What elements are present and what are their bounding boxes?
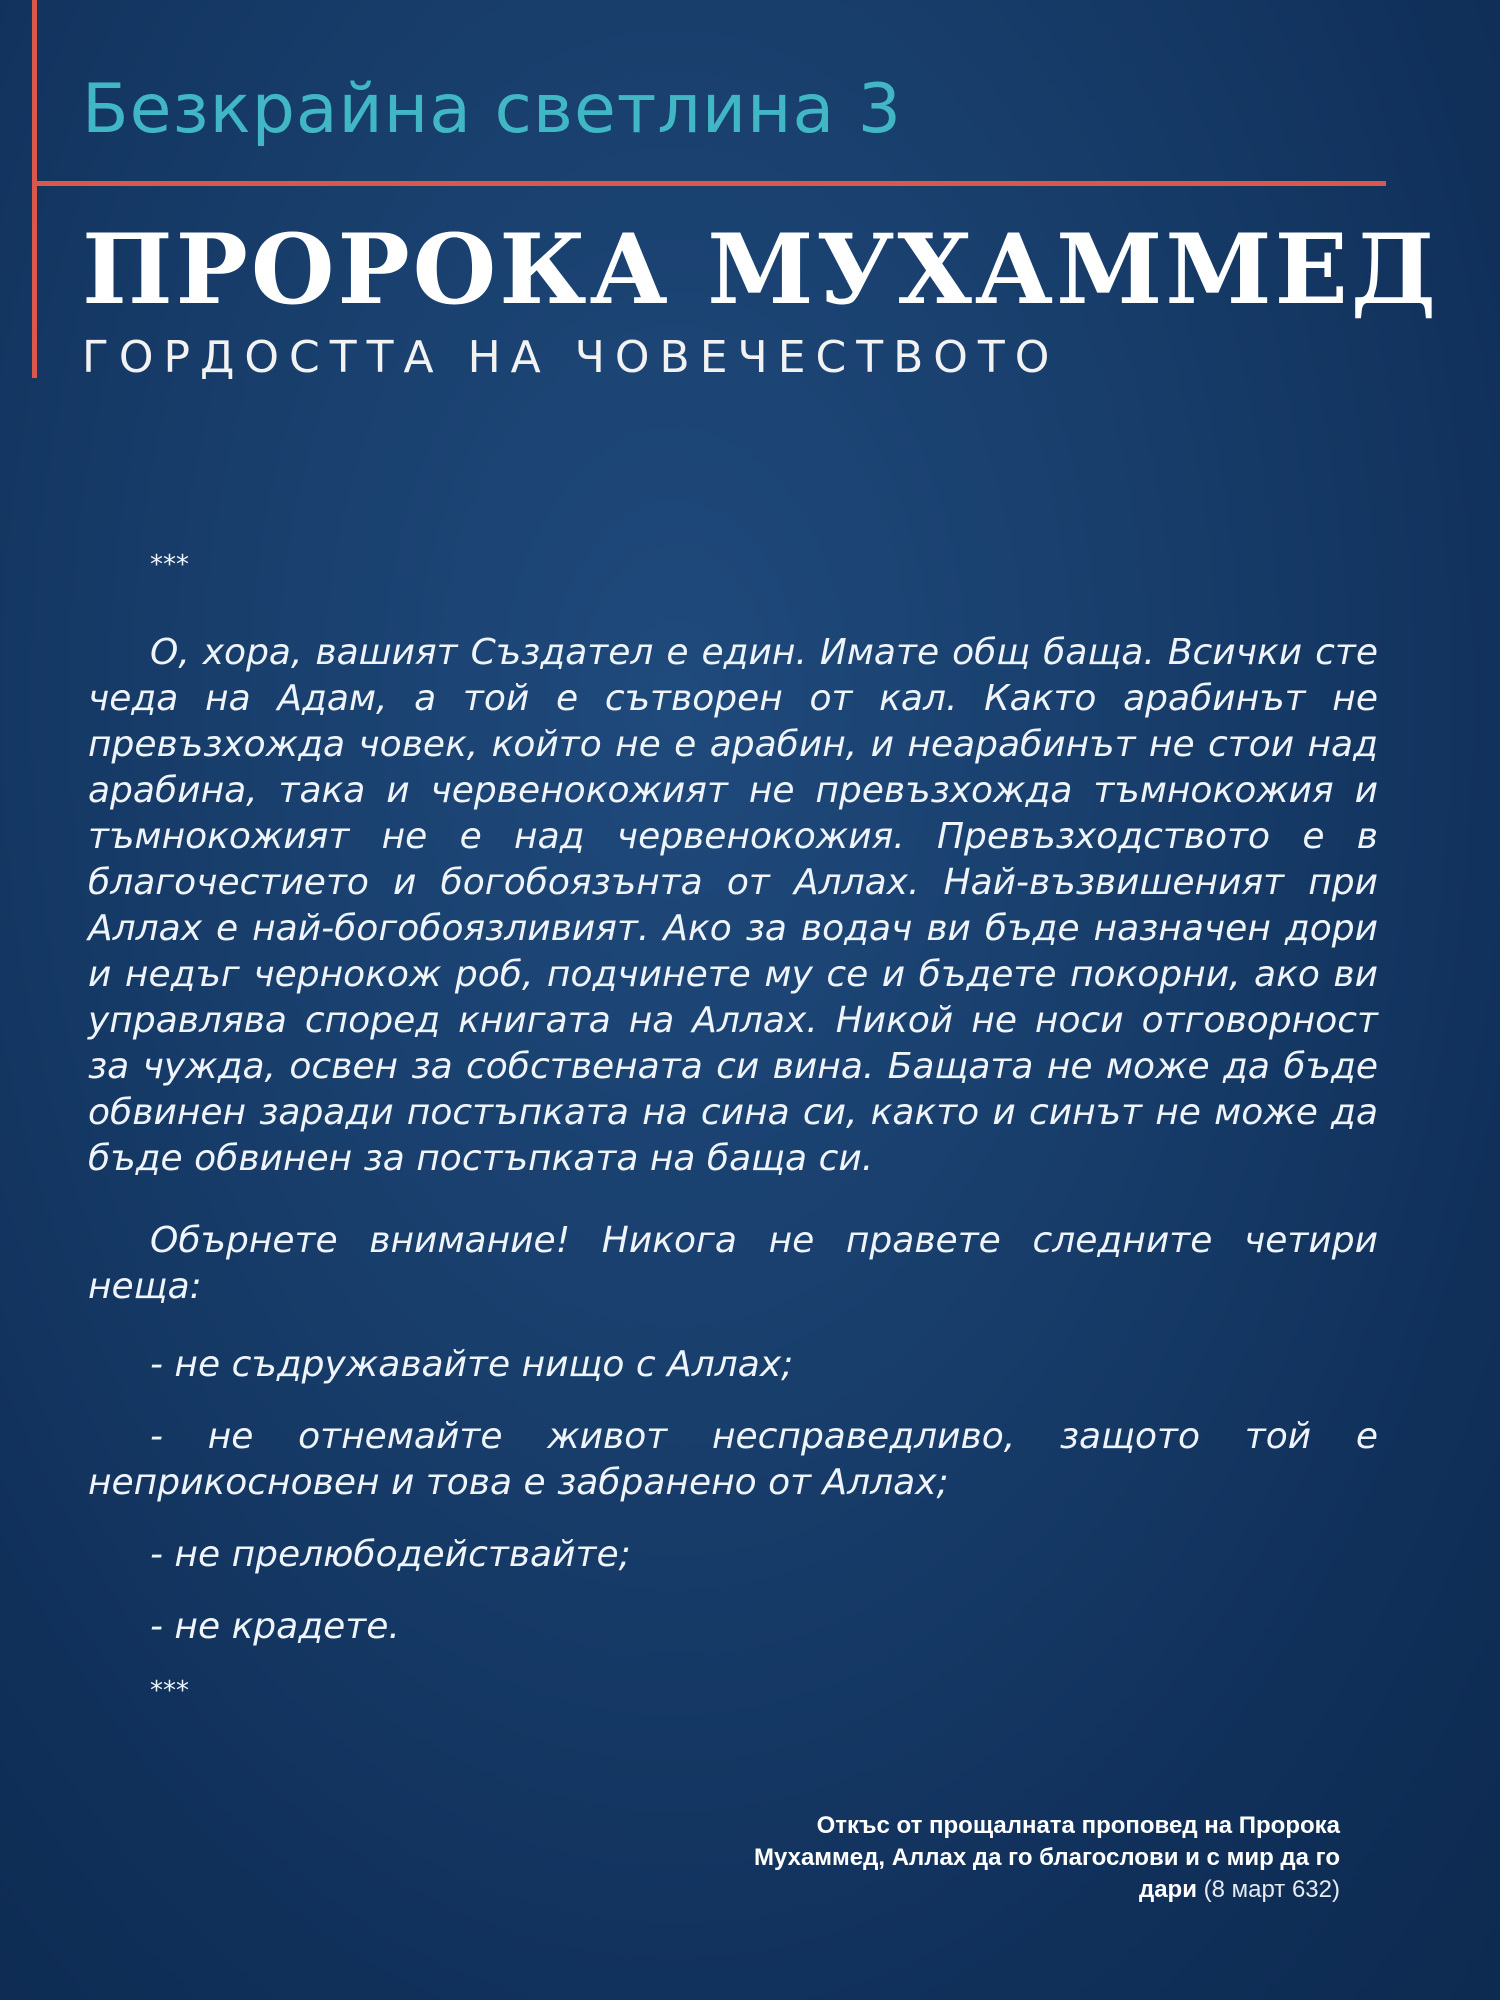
source-text: Откъс от прощалната проповед на Пророка Мухаммед, Аллах да го благослови и с мир да го дари	[753, 1812, 1340, 1903]
decorative-vertical-line	[32, 0, 37, 378]
series-title: Безкрайна светлина 3	[82, 70, 903, 149]
source-caption	[700, 1810, 1340, 1906]
separator-top: ***	[150, 550, 189, 580]
book-title: ПРОРОКА МУХАММЕД	[82, 213, 1440, 326]
decorative-horizontal-line	[32, 181, 1386, 186]
list-item: - не прелюбодействайте;	[150, 1534, 631, 1575]
paragraph-attention: Обърнете внимание! Никога не правете следните четири неща:	[88, 1220, 1378, 1307]
paragraph-main: О, хора, вашият Създател е един. Имате общ баща. Всички сте чеда на Адам, а той е сътворен от кал. Както арабинът не превъзхожда човек, който не е арабин, и неарабинът не стои над арабина, така и червенокожият не превъзхожда тъмнокожия и тъмнокожият не е над червенокожия. Превъзходството е в благочестието и богобоязънта от Аллах. Най-възвишеният при Аллах е най-богобоязливият. Ако за водач ви бъде назначен дори и недъг чернокож роб, подчинете му се и бъдете покорни, ако ви управлява според книгата на Аллах. Никой не носи отговорност за чужда, освен за собствената си вина. Бащата не може да бъде обвинен заради постъпката на сина си, както и синът не може да бъде обвинен за постъпката на баща си.	[88, 632, 1378, 1179]
book-subtitle: ГОРДОСТТА НА ЧОВЕЧЕСТВОТО	[82, 332, 1060, 383]
list-item: - не съдружавайте нищо с Аллах;	[150, 1344, 794, 1385]
separator-bottom: ***	[150, 1676, 189, 1706]
quote-body	[88, 550, 1378, 1706]
list-item: - не отнемайте живот несправедливо, защото той е неприкосновен и това е забранено от Аллах;	[88, 1416, 1378, 1503]
list-item: - не крадете.	[150, 1606, 400, 1647]
source-date: (8 март 632)	[1203, 1876, 1340, 1903]
